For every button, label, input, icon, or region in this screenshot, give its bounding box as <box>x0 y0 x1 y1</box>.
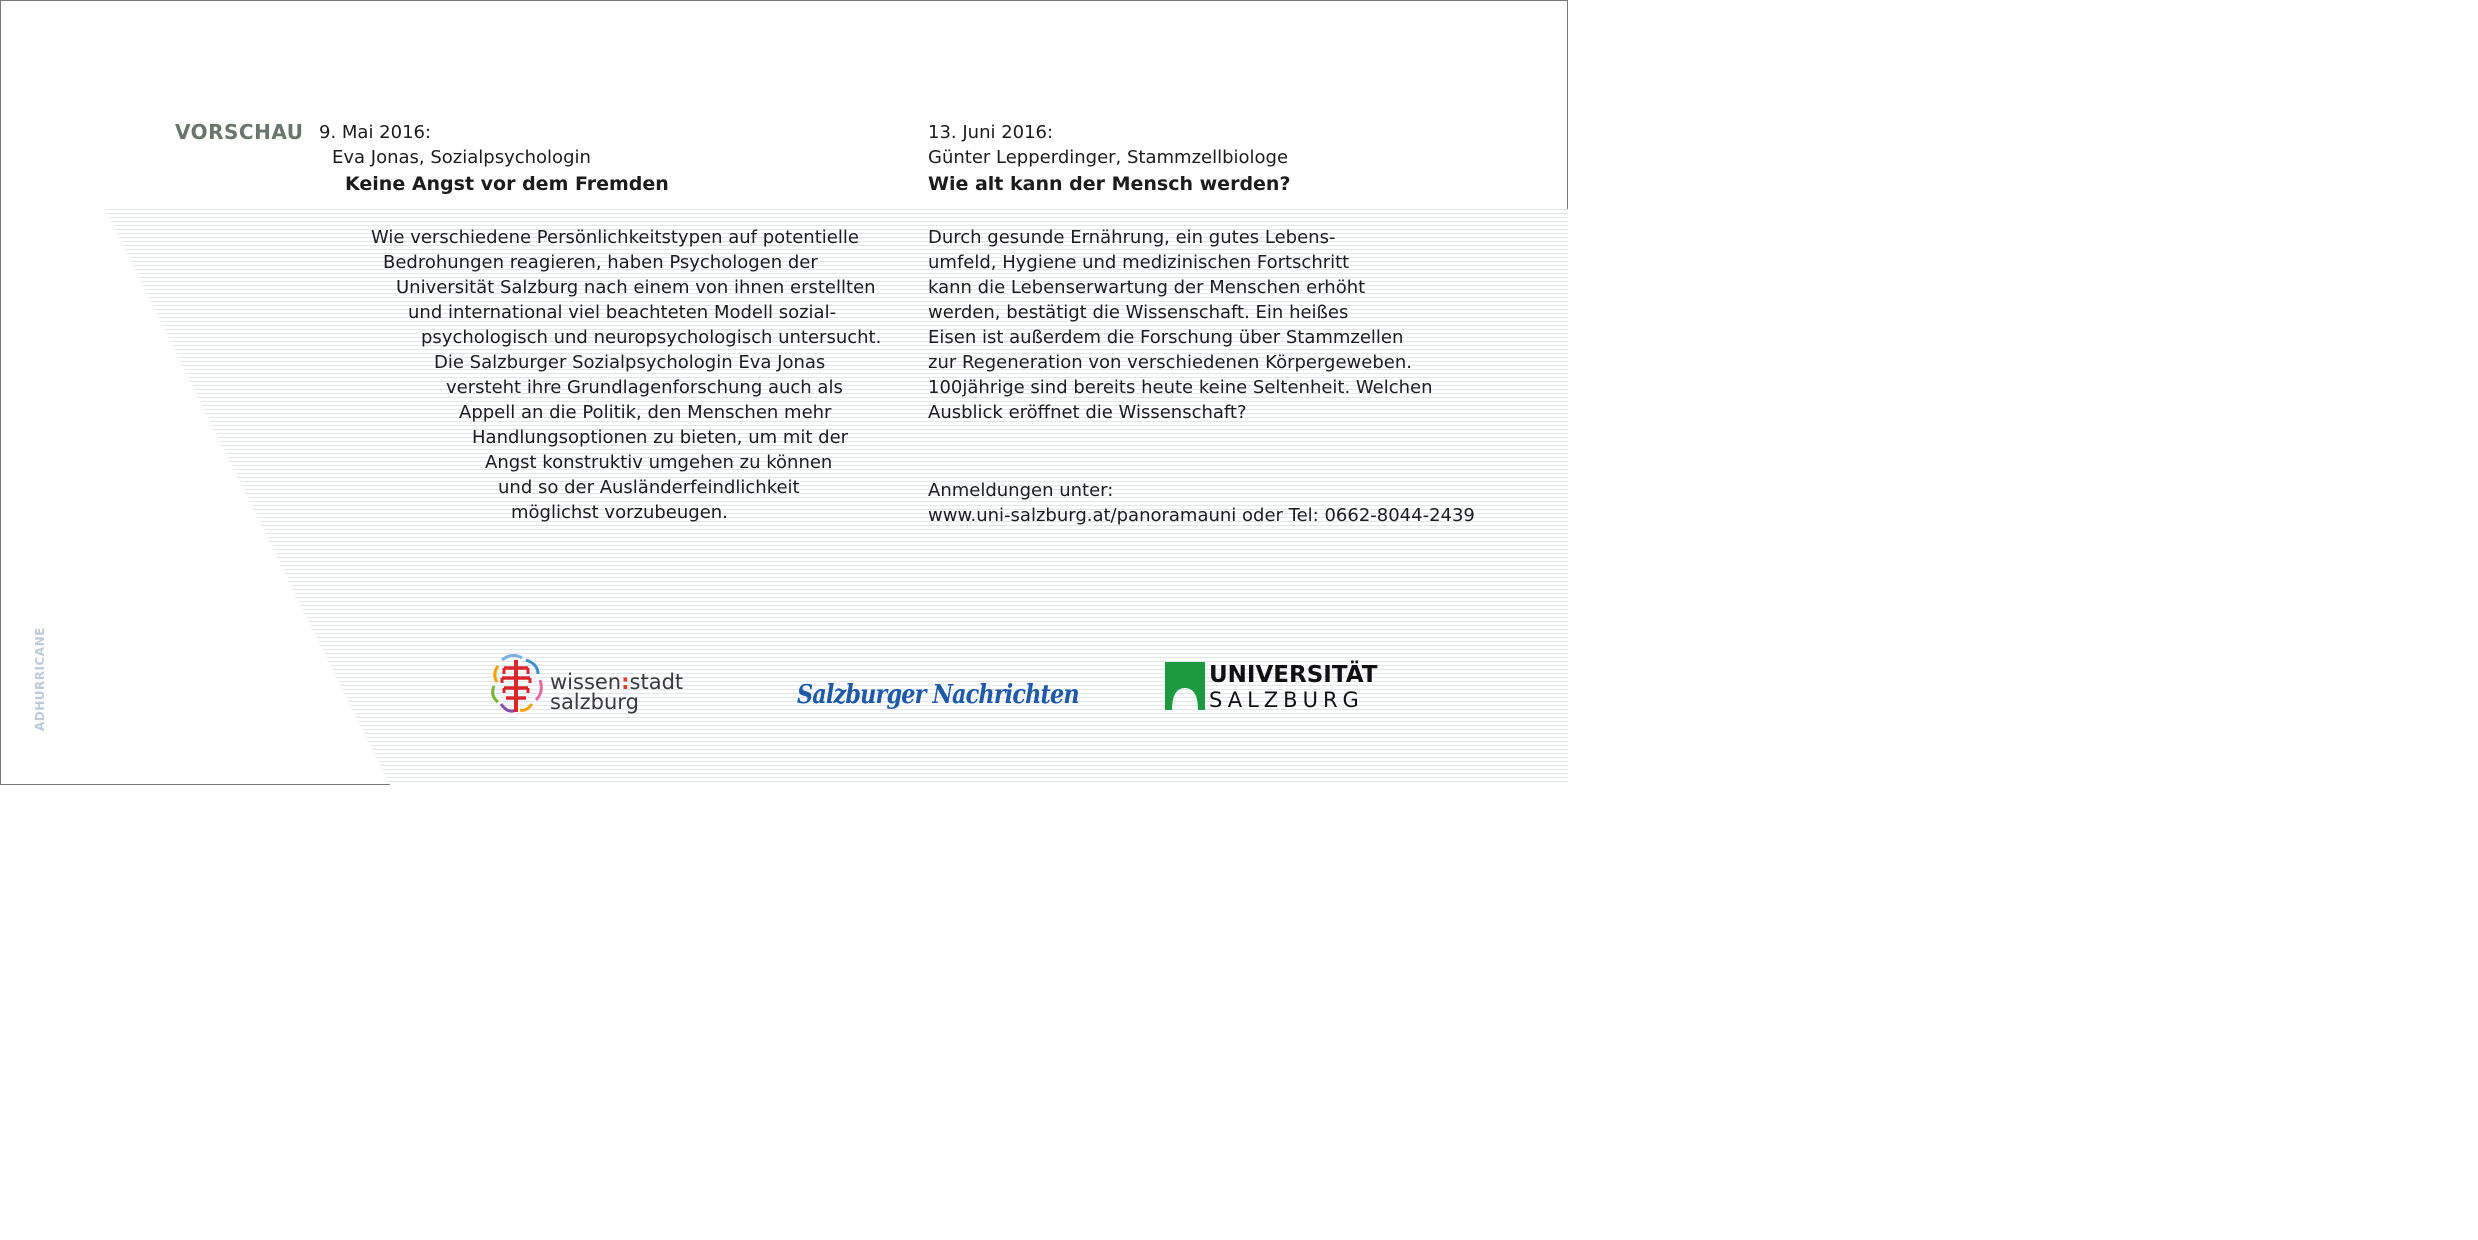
salzburger-nachrichten-logo: Salzburger Nachrichten <box>797 680 1079 710</box>
registration-label: Anmeldungen unter: <box>928 480 1114 501</box>
event2-body-line: Ausblick eröffnet die Wissenschaft? <box>928 402 1247 423</box>
event1-speaker: Eva Jonas, Sozialpsychologin <box>332 147 591 168</box>
event1-body-line: Universität Salzburg nach einem von ihnen erstellten <box>396 277 876 298</box>
event2-body-line: kann die Lebenserwartung der Menschen erhöht <box>928 277 1366 298</box>
event1-body-line: Bedrohungen reagieren, haben Psychologen der <box>383 252 818 273</box>
wissenstadt-word3: salzburg <box>550 690 639 714</box>
brain-icon <box>488 652 546 718</box>
universitaet-salzburg-logo <box>1165 662 1378 714</box>
event1-body-line: und international viel beachteten Modell sozial- <box>408 302 837 323</box>
event1-body-line: Angst konstruktiv umgehen zu können <box>485 452 833 473</box>
wissenstadt-word1: wissen <box>550 670 622 694</box>
event2-body-line: Eisen ist außerdem die Forschung über Stammzellen <box>928 327 1404 348</box>
event2-body-line: 100jährige sind bereits heute keine Seltenheit. Welchen <box>928 377 1433 398</box>
section-label: VORSCHAU <box>175 120 304 144</box>
event2-title: Wie alt kann der Mensch werden? <box>928 173 1291 195</box>
event1-title: Keine Angst vor dem Fremden <box>345 173 669 195</box>
event2-body-line: umfeld, Hygiene und medizinischen Fortschritt <box>928 252 1350 273</box>
event2-body-line: werden, bestätigt die Wissenschaft. Ein heißes <box>928 302 1349 323</box>
event2-speaker: Günter Lepperdinger, Stammzellbiologe <box>928 147 1289 168</box>
event1-body-line: versteht ihre Grundlagenforschung auch als <box>446 377 843 398</box>
uni-logo-line2: SALZBURG <box>1209 688 1364 712</box>
event1-body-line: möglichst vorzubeugen. <box>511 502 728 523</box>
event1-body-line: und so der Ausländerfeindlichkeit <box>498 477 800 498</box>
event1-body-line: Wie verschiedene Persönlichkeitstypen auf potentielle <box>371 227 859 248</box>
agency-credit: ADHURRICANE <box>33 627 47 731</box>
event2-body-line: Durch gesunde Ernährung, ein gutes Lebens- <box>928 227 1336 248</box>
event1-body-line: Die Salzburger Sozialpsychologin Eva Jonas <box>434 352 826 373</box>
uni-logo-line1: UNIVERSITÄT <box>1209 662 1378 688</box>
event2-body-line: zur Regeneration von verschiedenen Körpergeweben. <box>928 352 1412 373</box>
event2-date: 13. Juni 2016: <box>928 122 1054 143</box>
event1-date: 9. Mai 2016: <box>319 122 432 143</box>
wissenstadt-logo <box>488 652 688 718</box>
event1-body-line: psychologisch und neuropsychologisch untersucht. <box>421 327 882 348</box>
wissenstadt-word2: stadt <box>629 670 684 694</box>
wissenstadt-separator: : <box>621 670 630 694</box>
uni-arch-icon <box>1165 662 1205 710</box>
event1-body-line: Appell an die Politik, den Menschen mehr <box>459 402 832 423</box>
event1-body-line: Handlungsoptionen zu bieten, um mit der <box>472 427 849 448</box>
registration-contact[interactable]: www.uni-salzburg.at/panoramauni oder Tel: 0662-8044-2439 <box>928 505 1475 526</box>
